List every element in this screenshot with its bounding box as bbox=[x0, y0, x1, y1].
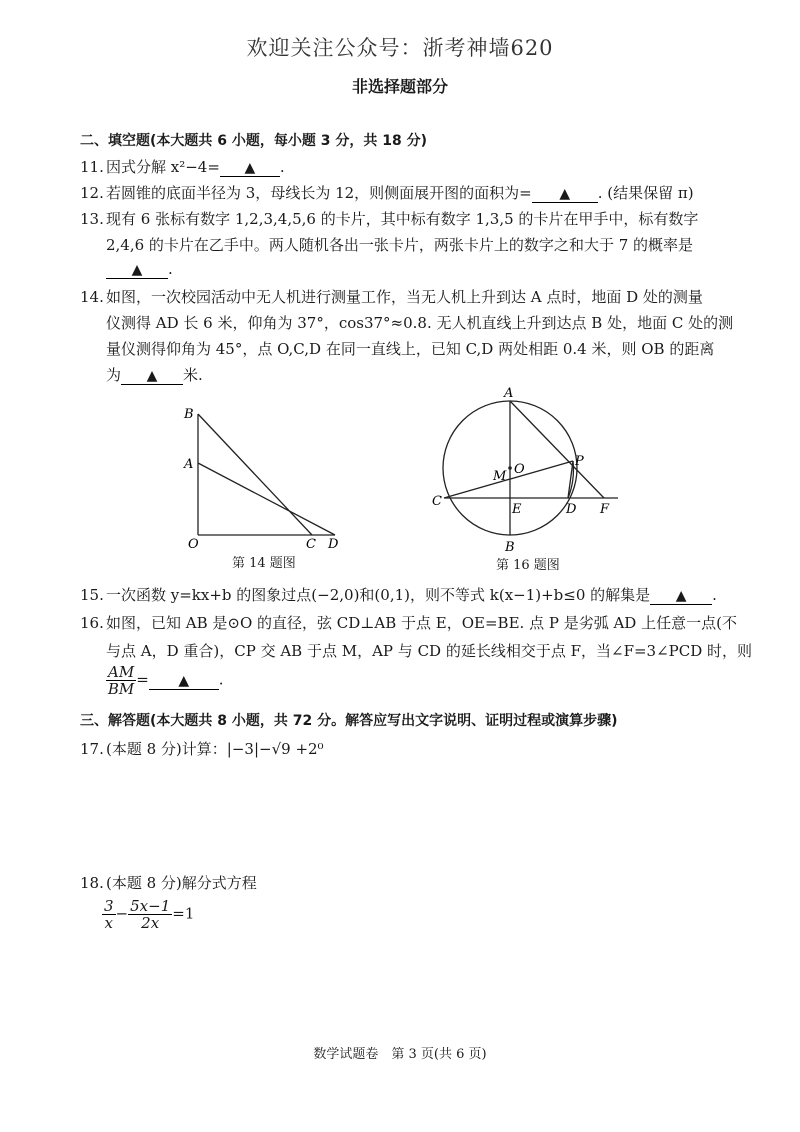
answer-blank: ▲ bbox=[532, 185, 598, 203]
question-text: 如图，一次校园活动中无人机进行测量工作，当无人机上升到达 A 点时，地面 D 处的测量 bbox=[106, 288, 703, 306]
line-af bbox=[510, 401, 604, 498]
page-footer: 数学试题卷 第 3 页(共 6 页) bbox=[313, 1047, 487, 1062]
figure-16-caption: 第 16 题图 bbox=[496, 558, 560, 573]
question-text: 因式分解 x²−4= bbox=[106, 158, 220, 176]
equals-sign: = bbox=[136, 670, 149, 689]
question-number: 18. bbox=[80, 874, 104, 892]
question-14-line3: 量仪测得仰角为 45°，点 O,C,D 在同一直线上，已知 C,D 两处相距 0.4 米，则 OB 的距离 bbox=[106, 340, 715, 358]
question-text: 现有 6 张标有数字 1,2,3,4,5,6 的卡片，其中标有数字 1,3,5 的卡片在甲手中，标有数字 bbox=[106, 210, 699, 228]
answer-blank: ▲ bbox=[220, 159, 280, 177]
question-14-line4 bbox=[106, 364, 203, 385]
watermark-header: 欢迎关注公众号：浙考神墙620 bbox=[246, 36, 554, 60]
question-tail: . bbox=[712, 586, 717, 604]
label-a: A bbox=[504, 386, 514, 401]
question-13-line2: 2,4,6 的卡片在乙手中。两人随机各出一张卡片，两张卡片上的数字之和大于 7 的概率是 bbox=[106, 236, 694, 254]
answer-blank: ▲ bbox=[650, 587, 712, 605]
label-c: C bbox=[432, 494, 442, 509]
part3-heading: 三、解答题(本大题共 8 小题，共 72 分。解答应写出文字说明、证明过程或演算步骤) bbox=[80, 713, 618, 729]
fraction-3-over-x: $\frac{3}{x}$ bbox=[104, 897, 114, 932]
part2-heading: 二、填空题(本大题共 6 小题，每小题 3 分，共 18 分) bbox=[80, 133, 428, 149]
question-16-line2: 与点 A，D 重合)，CP 交 AB 于点 M，AP 与 CD 的延长线相交于点 F，当∠F=3∠PCD 时，则 bbox=[106, 642, 753, 660]
minus-sign: − bbox=[115, 904, 129, 923]
fraction-am-bm: $\frac{AM}{BM}$ bbox=[107, 663, 135, 698]
question-13-line1 bbox=[80, 208, 698, 229]
label-b: B bbox=[505, 540, 515, 555]
question-text: 为 bbox=[106, 366, 122, 384]
figure-14 bbox=[180, 400, 360, 550]
label-o: O bbox=[188, 537, 199, 550]
question-number: 17. bbox=[80, 740, 104, 758]
question-14-line1 bbox=[80, 286, 703, 307]
question-text: 若圆锥的底面半径为 3，母线长为 12，则侧面展开图的面积为= bbox=[106, 184, 532, 202]
question-text: 如图，已知 AB 是⊙O 的直径，弦 CD⊥AB 于点 E，OE=BE. 点 P 是劣弧 AD 上任意一点(不 bbox=[106, 614, 737, 632]
question-tail: . (结果保留 π) bbox=[597, 184, 694, 202]
question-text: 一次函数 y=kx+b 的图象过点(−2,0)和(0,1)，则不等式 k(x−1)+b≤0 的解集是 bbox=[106, 586, 651, 604]
question-11 bbox=[80, 156, 285, 177]
question-text: (本题 8 分)解分式方程 bbox=[106, 874, 257, 892]
figure-14-caption: 第 14 题图 bbox=[232, 556, 296, 571]
fraction-5x-1-over-2x: $\frac{5x-1}{2x}$ bbox=[130, 897, 171, 932]
question-12 bbox=[80, 182, 694, 203]
label-a: A bbox=[184, 457, 194, 472]
equation-rhs: =1 bbox=[172, 904, 195, 923]
question-tail: . bbox=[218, 670, 224, 689]
question-number: 11. bbox=[80, 158, 104, 176]
question-16-line3 bbox=[106, 664, 224, 697]
segment-bc bbox=[198, 414, 312, 535]
question-tail: . bbox=[168, 260, 173, 278]
label-b: B bbox=[184, 407, 194, 422]
question-17 bbox=[80, 738, 324, 759]
label-d: D bbox=[328, 537, 339, 550]
question-14-line2: 仪测得 AD 长 6 米，仰角为 37°，cos37°≈0.8. 无人机直线上升到达点 B 处，地面 C 处的测 bbox=[106, 314, 734, 332]
question-13-line3 bbox=[106, 260, 173, 279]
label-e: E bbox=[512, 502, 522, 517]
question-16-line1 bbox=[80, 612, 737, 633]
question-number: 15. bbox=[80, 586, 104, 604]
label-c: C bbox=[306, 537, 316, 550]
question-number: 13. bbox=[80, 210, 104, 228]
label-m: M bbox=[493, 469, 507, 484]
question-text: (本题 8 分)计算：|−3|−√9 +2⁰ bbox=[106, 740, 324, 758]
section-title: 非选择题部分 bbox=[351, 77, 448, 96]
figure-16 bbox=[430, 385, 630, 555]
label-f: F bbox=[600, 502, 610, 517]
question-18 bbox=[80, 872, 257, 893]
question-tail: 米. bbox=[183, 366, 203, 384]
answer-blank: ▲ bbox=[149, 672, 219, 690]
label-p: P bbox=[575, 454, 584, 469]
question-number: 16. bbox=[80, 614, 104, 632]
question-15 bbox=[80, 584, 717, 605]
question-number: 14. bbox=[80, 288, 104, 306]
center-point bbox=[508, 466, 512, 470]
label-d: D bbox=[566, 502, 577, 517]
question-tail: . bbox=[279, 158, 285, 176]
segment-ad bbox=[198, 463, 335, 535]
answer-blank: ▲ bbox=[121, 367, 183, 385]
label-o: O bbox=[514, 462, 525, 477]
equation-18 bbox=[102, 898, 194, 931]
question-number: 12. bbox=[80, 184, 104, 202]
chord-cp bbox=[444, 461, 573, 498]
answer-blank: ▲ bbox=[106, 261, 168, 279]
